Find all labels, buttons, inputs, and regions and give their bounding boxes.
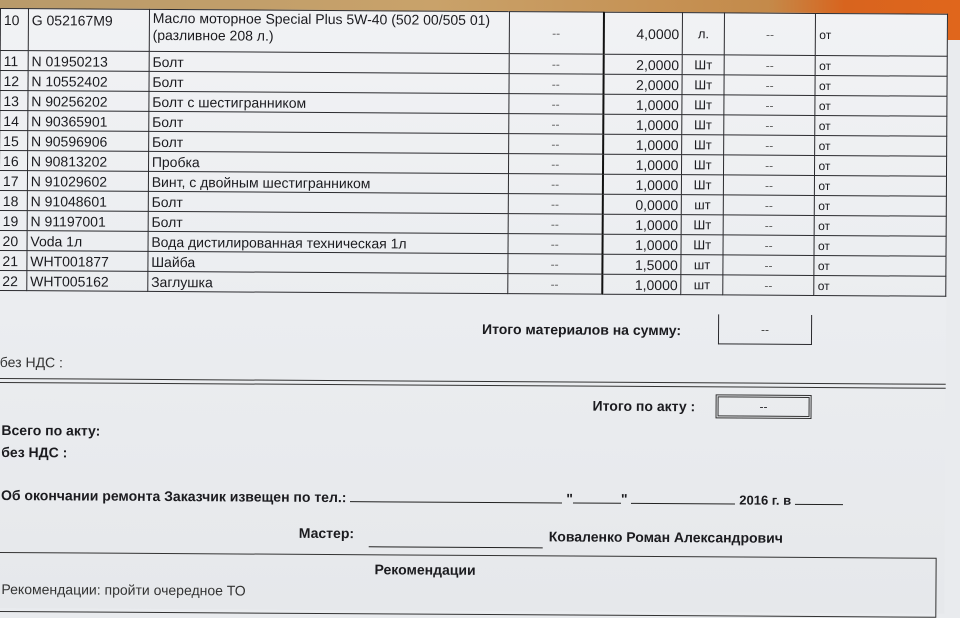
materials-total-row (0, 310, 946, 346)
cell-note: от (814, 235, 946, 256)
cell-code: N 91197001 (27, 211, 148, 232)
cell-name: Болт (149, 51, 509, 73)
cell-unit: шт (681, 275, 723, 295)
cell-sum: -- (724, 95, 816, 116)
cell-note: от (816, 55, 948, 76)
materials-table (0, 8, 948, 297)
cell-code: N 10552402 (28, 71, 149, 92)
act-total-label: Итого по акту : (592, 397, 696, 415)
table-row (0, 9, 947, 57)
cell-price: -- (509, 94, 604, 115)
cell-qty: 1,0000 (602, 234, 681, 254)
cell-qty: 4,0000 (604, 12, 683, 54)
cell-num: 11 (0, 51, 28, 71)
cell-sum: -- (723, 155, 815, 176)
cell-name: Болт (148, 131, 508, 153)
cell-price: -- (508, 174, 603, 195)
cell-code: N 01950213 (28, 51, 149, 72)
cell-qty: 0,0000 (603, 194, 682, 214)
cell-sum: -- (724, 115, 816, 136)
act-total-value: -- (716, 394, 812, 419)
quote-open: " (566, 490, 573, 507)
recommendations-box (0, 552, 937, 618)
cell-unit: Шт (682, 115, 724, 135)
cell-code: N 91048601 (27, 191, 148, 212)
cell-price: -- (509, 12, 604, 55)
cell-price: -- (508, 194, 603, 215)
time-blank (795, 491, 843, 505)
cell-code: Voda 1л (27, 231, 148, 252)
cell-name: Пробка (148, 151, 508, 173)
cell-price: -- (508, 214, 603, 235)
cell-qty: 1,0000 (602, 214, 681, 234)
cell-name: Болт (149, 71, 509, 93)
recommendations-title: Рекомендации (374, 561, 476, 578)
cell-unit: Шт (681, 235, 723, 255)
materials-total-value: -- (718, 314, 812, 345)
cell-qty: 1,0000 (603, 154, 682, 174)
cell-note: от (815, 115, 947, 136)
cell-num: 19 (0, 210, 27, 230)
cell-code: N 90596906 (27, 131, 148, 152)
cell-sum: -- (723, 135, 815, 156)
cell-unit: л. (683, 13, 725, 55)
cell-sum: -- (724, 55, 816, 76)
cell-name: Вода дистилированная техническая 1л (148, 231, 508, 253)
customer-notification-line (1, 486, 843, 508)
grand-total-label: Всего по акту: (1, 422, 101, 439)
cell-note: от (815, 135, 947, 156)
day-blank (573, 490, 621, 504)
cell-unit: Шт (682, 175, 724, 195)
cell-price: -- (508, 234, 603, 255)
cell-num: 12 (0, 71, 28, 91)
quote-close: " (620, 490, 628, 507)
vat-label-1: без НДС : (0, 354, 64, 371)
cell-name: Шайба (148, 251, 508, 273)
cell-unit: шт (681, 255, 723, 275)
cell-num: 21 (0, 250, 27, 270)
cell-num: 16 (0, 151, 27, 171)
cell-note: от (815, 195, 947, 216)
cell-qty: 1,0000 (602, 274, 681, 294)
cell-note: от (815, 215, 947, 236)
year-label: 2016 г. в (739, 492, 792, 508)
cell-name: Болт с шестигранником (149, 91, 509, 113)
cell-name: Масло моторное Special Plus 5W-40 (502 00/505 01) (разливное 208 л.) (149, 9, 509, 53)
cell-price: -- (508, 154, 603, 175)
cell-sum: -- (723, 275, 815, 296)
cell-price: -- (508, 114, 603, 135)
cell-name: Болт (148, 191, 508, 213)
cell-qty: 1,5000 (602, 254, 681, 274)
cell-sum: -- (723, 235, 815, 256)
cell-code: N 91029602 (27, 171, 148, 192)
cell-name: Заглушка (148, 271, 508, 293)
cell-qty: 1,0000 (603, 134, 682, 154)
cell-price: -- (508, 134, 603, 155)
cell-code: WHT001877 (27, 251, 148, 272)
phone-blank (350, 488, 562, 503)
work-order-document (0, 8, 948, 614)
cell-sum: -- (723, 255, 815, 276)
cell-note: от (815, 155, 947, 176)
cell-code: G 052167M9 (28, 9, 149, 52)
cell-unit: Шт (682, 75, 724, 95)
cell-code: N 90813202 (27, 151, 148, 172)
cell-code: N 90256202 (28, 91, 149, 112)
cell-name: Винт, с двойным шестигранником (148, 171, 508, 193)
cell-qty: 1,0000 (603, 114, 682, 134)
cell-note: от (814, 255, 946, 276)
cell-name: Болт (148, 211, 508, 233)
section-divider (0, 378, 946, 389)
cell-note: от (814, 275, 946, 296)
cell-sum: -- (723, 215, 815, 236)
cell-sum: -- (723, 175, 815, 196)
month-blank (631, 490, 735, 505)
cell-name: Болт (149, 111, 509, 133)
cell-code: N 90365901 (28, 111, 149, 132)
cell-note: от (816, 13, 948, 56)
master-signature-blank (369, 546, 543, 548)
cell-num: 17 (0, 171, 27, 191)
cell-qty: 1,0000 (603, 94, 682, 114)
cell-qty: 2,0000 (603, 54, 682, 74)
cell-num: 20 (0, 230, 27, 250)
cell-unit: Шт (682, 155, 724, 175)
master-name: Коваленко Роман Александрович (548, 528, 783, 546)
cell-price: -- (508, 254, 603, 275)
cell-price: -- (509, 74, 604, 95)
cell-unit: Шт (682, 215, 724, 235)
cell-num: 13 (0, 91, 28, 111)
materials-total-label: Итого материалов на сумму: (481, 320, 682, 339)
cell-sum: -- (724, 13, 816, 56)
cell-price: -- (508, 274, 603, 295)
cell-num: 14 (0, 111, 28, 131)
cell-price: -- (509, 54, 604, 75)
cell-note: от (815, 75, 947, 96)
cell-unit: Шт (682, 135, 724, 155)
cell-unit: Шт (682, 95, 724, 115)
cell-qty: 1,0000 (603, 174, 682, 194)
cell-sum: -- (723, 195, 815, 216)
cell-num: 22 (0, 270, 27, 290)
cell-unit: Шт (682, 55, 724, 75)
cell-note: от (815, 175, 947, 196)
cell-code: WHT005162 (27, 271, 148, 292)
cell-qty: 2,0000 (603, 74, 682, 94)
notification-label: Об окончании ремонта Заказчик извещен по тел.: (0, 487, 347, 506)
vat-label-2: без НДС : (1, 444, 68, 461)
cell-num: 18 (0, 190, 27, 210)
cell-sum: -- (724, 75, 816, 96)
cell-note: от (815, 95, 947, 116)
master-label: Мастер: (298, 524, 355, 542)
cell-num: 15 (0, 131, 28, 151)
cell-unit: шт (682, 195, 724, 215)
cell-num: 10 (0, 9, 28, 51)
recommendations-text: Рекомендации: пройти очередное ТО (1, 581, 246, 599)
